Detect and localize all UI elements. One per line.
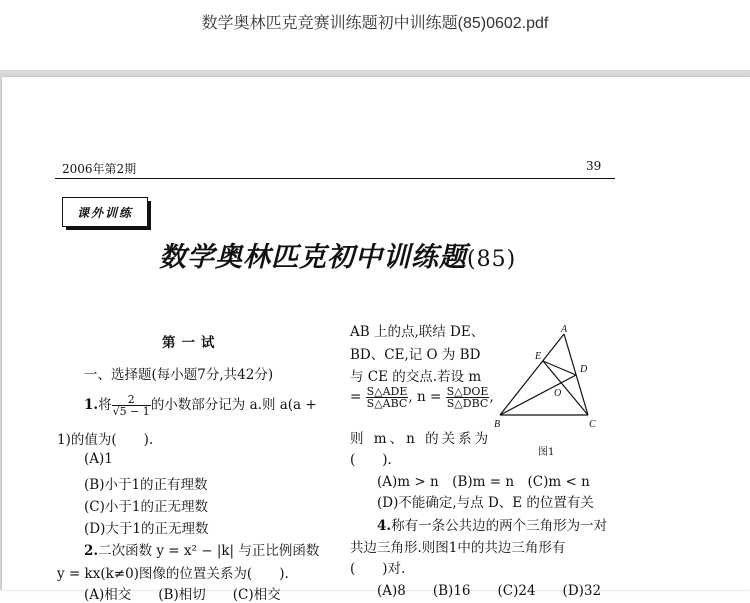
question-1-post: 的小数部分记为 a.则 a(a + (150, 397, 317, 413)
q4-line1 (377, 514, 607, 534)
label-c: C (589, 419, 596, 430)
question-1-pre: 将 (98, 397, 112, 413)
question-1-line1 (84, 393, 317, 417)
q3-m-den: S△ABC (366, 397, 408, 410)
segment-de (543, 361, 576, 375)
question-2-number: 2. (84, 543, 99, 559)
question-1-number: 1. (84, 397, 99, 413)
q3-n-fraction (446, 386, 490, 409)
q4-options: (A)8 (B)16 (C)24 (D)32 (377, 583, 602, 599)
main-title-text: 数学奥林匹克初中训练题 (159, 242, 467, 273)
label-d: D (580, 364, 588, 375)
q3-line3: 与 CE 的交点.若设 m (350, 369, 482, 385)
label-a: A (561, 324, 568, 335)
q3-n-den: S△DBC (446, 397, 489, 410)
page-number: 39 (586, 159, 602, 173)
page-header-left: 2006年第2期 (62, 162, 137, 176)
window-titlebar (0, 0, 750, 70)
label-o: O (554, 388, 562, 399)
q4-line2: 共边三角形.则图1中的共边三角形有 (350, 540, 566, 556)
q3-options-abc: (A)m > n (B)m = n (C)m < n (377, 474, 590, 490)
question-2-text: 二次函数 y = x² − |k| 与正比例函数 (98, 543, 320, 559)
label-e: E (535, 351, 542, 362)
question-1-option-d: (D)大于1的正无理数 (84, 521, 209, 537)
q3-option-d: (D)不能确定,与点 D、E 的位置有关 (377, 495, 594, 511)
question-1-option-b: (B)小于1的正有理数 (84, 477, 208, 493)
segment-bd (500, 375, 576, 415)
label-b: B (494, 419, 501, 430)
q4-line3: ( )对. (350, 561, 406, 577)
question-1-option-c: (C)小于1的正无理数 (84, 499, 208, 515)
q3-m-num: S△ADE (366, 385, 408, 398)
q4-number: 4. (377, 518, 392, 534)
q3-line1: AB 上的点,联结 DE、 (350, 324, 485, 340)
q3-n-num: S△DOE (446, 385, 489, 398)
q3-n-equals: , n = (408, 389, 442, 405)
q3-fraction-line (350, 386, 494, 409)
question-1-option-a: (A)1 (84, 451, 113, 467)
q3-line5: 则 m、n 的关系为 (350, 431, 492, 447)
section-label: 课外训练 (76, 205, 133, 220)
question-2-line3: (A)相交 (B)相切 (C)相交 (84, 587, 281, 603)
figure-1-caption: 图1 (538, 447, 555, 458)
main-title (159, 235, 516, 274)
section-label-box (62, 197, 148, 227)
section-choice-heading: 一、选择题(每小题7分,共42分) (84, 367, 274, 383)
pdf-page (2, 77, 750, 603)
question-1-frac-den: √5 − 1 (112, 405, 150, 418)
question-2-line1 (84, 539, 319, 559)
q3-line2: BD、CE,记 O 为 BD (350, 347, 481, 363)
q3-m-fraction (366, 386, 409, 409)
header-rule (55, 178, 615, 179)
q4-text: 称有一条公共边的两个三角形为一对 (391, 518, 608, 534)
part-heading: 第一试 (162, 335, 221, 351)
question-1-line2: 1)的值为( ). (57, 432, 154, 448)
question-1-fraction (112, 394, 151, 417)
main-title-number: (85) (467, 247, 517, 272)
q3-line6: ( ). (350, 452, 392, 468)
document-title: 数学奥林匹克竞赛训练题初中训练题(85)0602.pdf (201, 15, 549, 32)
question-2-line2: y = kx(k≠0)图像的位置关系为( ). (57, 566, 289, 582)
question-1-frac-num: 2 (112, 394, 151, 406)
q3-comma: , (489, 389, 494, 405)
q3-m-equals: = (350, 389, 362, 405)
figure-1-triangle (492, 322, 612, 432)
